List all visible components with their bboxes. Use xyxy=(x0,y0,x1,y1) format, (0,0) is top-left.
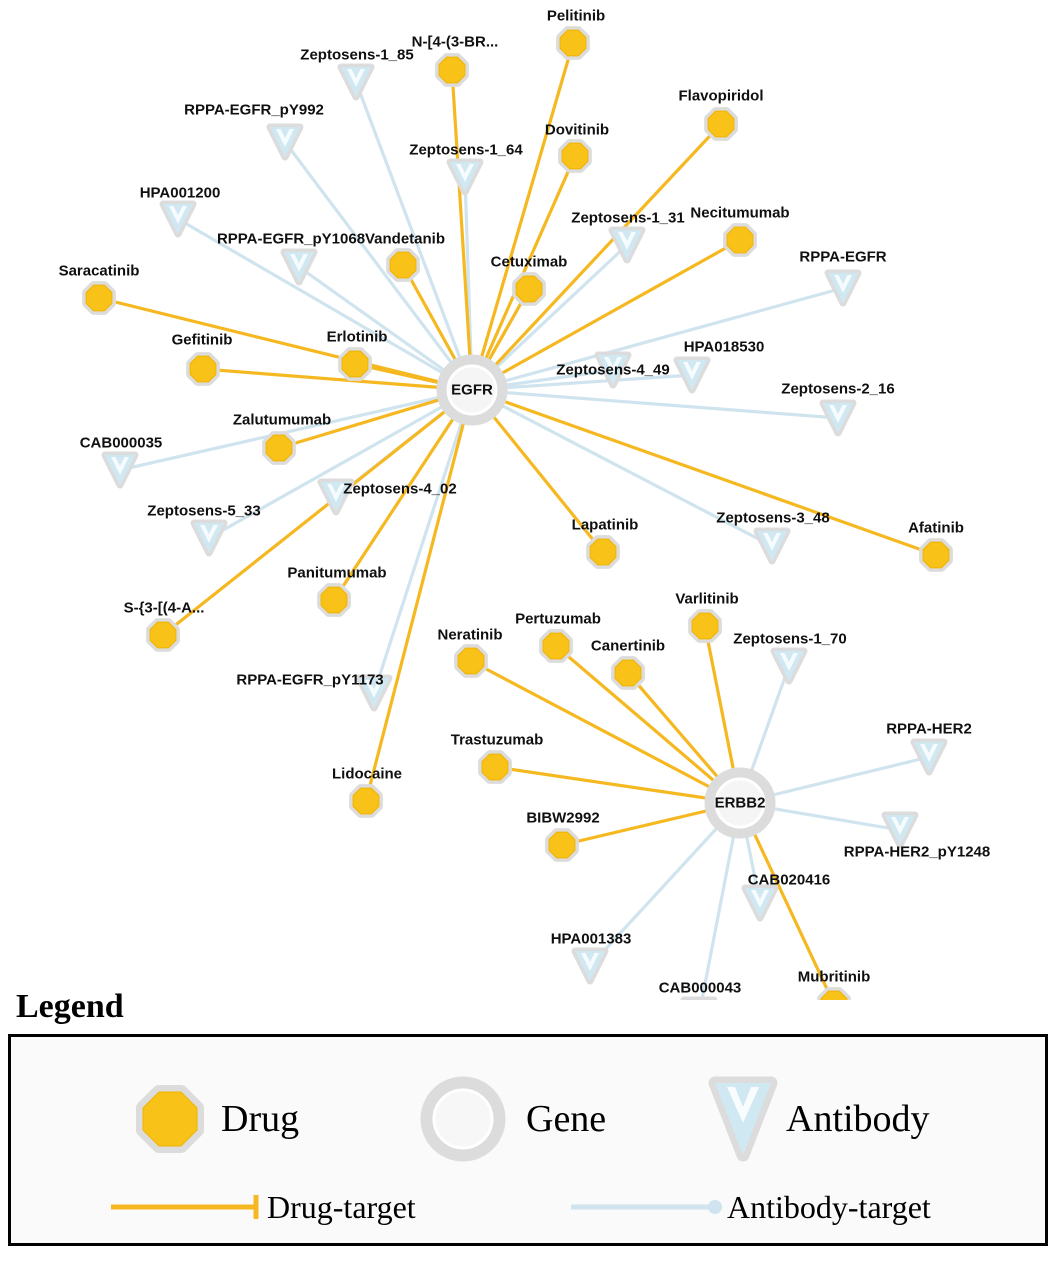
antibody-node-16[interactable] xyxy=(914,742,944,772)
drug-shape xyxy=(590,539,616,565)
edge-antibody-1 xyxy=(285,142,472,390)
drug-node-17[interactable] xyxy=(458,648,484,674)
drug-node-3[interactable] xyxy=(562,143,588,169)
legend-drug-icon xyxy=(143,1092,197,1146)
edge-drug-20 xyxy=(366,390,472,801)
drug-label: Trastuzumab xyxy=(450,731,544,749)
antibody-label: CAB000035 xyxy=(79,434,163,452)
drug-label: Cetuximab xyxy=(490,253,568,271)
drug-label: Flavopiridol xyxy=(678,87,764,105)
drug-shape xyxy=(190,356,216,382)
drug-shape xyxy=(562,143,588,169)
drug-node-4[interactable] xyxy=(727,227,753,253)
drug-node-14[interactable] xyxy=(692,613,718,639)
legend-antibody-icon xyxy=(715,1083,771,1155)
drug-shape xyxy=(692,613,718,639)
drug-node-8[interactable] xyxy=(342,351,368,377)
legend-box xyxy=(8,1034,1048,1246)
antibody-node-13[interactable] xyxy=(757,531,787,561)
drug-shape xyxy=(342,351,368,377)
antibody-label: CAB000043 xyxy=(658,979,742,997)
legend xyxy=(8,988,1048,1246)
edge-antibody-9 xyxy=(472,390,838,418)
drug-shape xyxy=(560,30,586,56)
antibody-node-12[interactable] xyxy=(194,523,224,553)
drug-node-20[interactable] xyxy=(353,788,379,814)
drug-label: Saracatinib xyxy=(58,262,140,280)
antibody-label: Zeptosens-1_70 xyxy=(733,630,847,648)
antibody-node-5[interactable] xyxy=(284,252,314,282)
drug-shape xyxy=(923,542,949,568)
drug-label: Necitumumab xyxy=(690,204,790,222)
drug-node-16[interactable] xyxy=(543,633,569,659)
antibody-label: RPPA-EGFR_pY1173 xyxy=(236,671,384,689)
drug-shape xyxy=(516,276,542,302)
drug-node-12[interactable] xyxy=(590,539,616,565)
antibody-label: Zeptosens-2_16 xyxy=(781,380,895,398)
drug-shape xyxy=(482,754,508,780)
drug-shape xyxy=(266,435,292,461)
drug-node-10[interactable] xyxy=(266,435,292,461)
antibody-node-0[interactable] xyxy=(341,67,371,97)
drug-shape xyxy=(439,57,465,83)
antibody-label: Zeptosens-4_49 xyxy=(556,361,670,379)
antibody-node-18[interactable] xyxy=(745,888,775,918)
drug-shape xyxy=(150,622,176,648)
legend-label-gene: Gene xyxy=(526,1098,607,1140)
antibody-label: Zeptosens-3_48 xyxy=(716,509,830,527)
antibody-node-14[interactable] xyxy=(774,651,804,681)
antibody-node-3[interactable] xyxy=(163,204,193,234)
drug-node-2[interactable] xyxy=(708,111,734,137)
drug-label: N-[4-(3-BR... xyxy=(411,33,499,51)
drug-node-7[interactable] xyxy=(86,285,112,311)
legend-drug-edge xyxy=(111,1195,256,1219)
antibody-label: Zeptosens-5_33 xyxy=(147,502,261,520)
drug-shape xyxy=(543,633,569,659)
antibody-label: HPA001383 xyxy=(550,930,632,948)
drug-shape xyxy=(708,111,734,137)
antibody-node-2[interactable] xyxy=(450,162,480,192)
edge-antibody-13 xyxy=(472,390,772,546)
drug-node-18[interactable] xyxy=(615,660,641,686)
antibody-node-10[interactable] xyxy=(105,455,135,485)
antibody-label: RPPA-HER2_pY1248 xyxy=(843,843,991,861)
antibody-label: RPPA-EGFR_pY1068 xyxy=(216,230,366,248)
drug-label: S-{3-[(4-A... xyxy=(123,599,205,617)
drug-node-1[interactable] xyxy=(439,57,465,83)
drug-label: Pelitinib xyxy=(546,7,606,25)
drug-label: Mubritinib xyxy=(797,968,871,986)
antibody-node-15[interactable] xyxy=(359,678,389,708)
edge-drug-13 xyxy=(334,390,472,600)
drug-shape xyxy=(727,227,753,253)
drug-label: Lidocaine xyxy=(331,765,403,783)
antibody-label: Zeptosens-4_02 xyxy=(343,480,457,498)
antibody-label: RPPA-EGFR_pY992 xyxy=(184,101,324,119)
drug-node-9[interactable] xyxy=(190,356,216,382)
antibody-node-19[interactable] xyxy=(575,951,605,981)
drug-label: Erlotinib xyxy=(326,328,388,346)
drug-label: Zalutumumab xyxy=(232,411,332,429)
drug-node-21[interactable] xyxy=(549,832,575,858)
drug-shape xyxy=(353,788,379,814)
antibody-label: RPPA-EGFR xyxy=(799,248,887,266)
edge-drug-11 xyxy=(472,390,936,555)
antibody-label: Zeptosens-1_31 xyxy=(571,209,685,227)
antibody-label: Zeptosens-1_85 xyxy=(300,46,414,64)
legend-label-drug-target: Drug-target xyxy=(267,1189,416,1225)
antibody-label: HPA018530 xyxy=(683,338,765,356)
drug-label: Pertuzumab xyxy=(515,610,601,628)
antibody-node-7[interactable] xyxy=(677,360,707,390)
drug-label: Canertinib xyxy=(590,637,666,655)
drug-node-5[interactable] xyxy=(390,252,416,278)
antibody-node-1[interactable] xyxy=(270,127,300,157)
antibody-node-6[interactable] xyxy=(828,273,858,303)
edge-antibody-3 xyxy=(178,219,472,390)
drug-shape xyxy=(458,648,484,674)
legend-antibody-edge xyxy=(571,1200,722,1214)
drug-label: Dovitinib xyxy=(544,121,610,139)
drug-node-6[interactable] xyxy=(516,276,542,302)
antibody-label: Zeptosens-1_64 xyxy=(409,141,523,159)
drug-label: Vandetanib xyxy=(364,230,446,248)
drug-shape xyxy=(86,285,112,311)
drug-node-13[interactable] xyxy=(321,587,347,613)
drug-node-0[interactable] xyxy=(560,30,586,56)
antibody-node-17[interactable] xyxy=(885,815,915,845)
antibody-label: CAB020416 xyxy=(747,871,831,889)
legend-label-antibody-target: Antibody-target xyxy=(727,1189,931,1225)
drug-label: Lapatinib xyxy=(571,516,639,534)
legend-label-drug: Drug xyxy=(221,1098,300,1140)
drug-label: Neratinib xyxy=(437,626,503,644)
drug-label: BIBW2992 xyxy=(526,809,600,827)
drug-node-19[interactable] xyxy=(482,754,508,780)
drug-node-15[interactable] xyxy=(150,622,176,648)
drug-label: Afatinib xyxy=(908,519,964,537)
antibody-node-9[interactable] xyxy=(823,403,853,433)
antibody-label: HPA001200 xyxy=(139,184,221,202)
drug-shape xyxy=(549,832,575,858)
drug-shape xyxy=(321,587,347,613)
drug-shape xyxy=(390,252,416,278)
antibody-label: RPPA-HER2 xyxy=(886,720,972,738)
gene-label-erbb2[interactable]: ERBB2 xyxy=(714,794,766,812)
drug-label: Panitumumab xyxy=(287,564,387,582)
legend-gene-icon xyxy=(427,1083,499,1155)
gene-label-egfr[interactable]: EGFR xyxy=(451,381,493,399)
drug-label: Varlitinib xyxy=(675,590,739,608)
legend-label-antibody: Antibody xyxy=(786,1098,930,1140)
drug-shape xyxy=(615,660,641,686)
drug-node-11[interactable] xyxy=(923,542,949,568)
legend-title: Legend xyxy=(16,988,124,1025)
drug-label: Gefitinib xyxy=(171,331,233,349)
